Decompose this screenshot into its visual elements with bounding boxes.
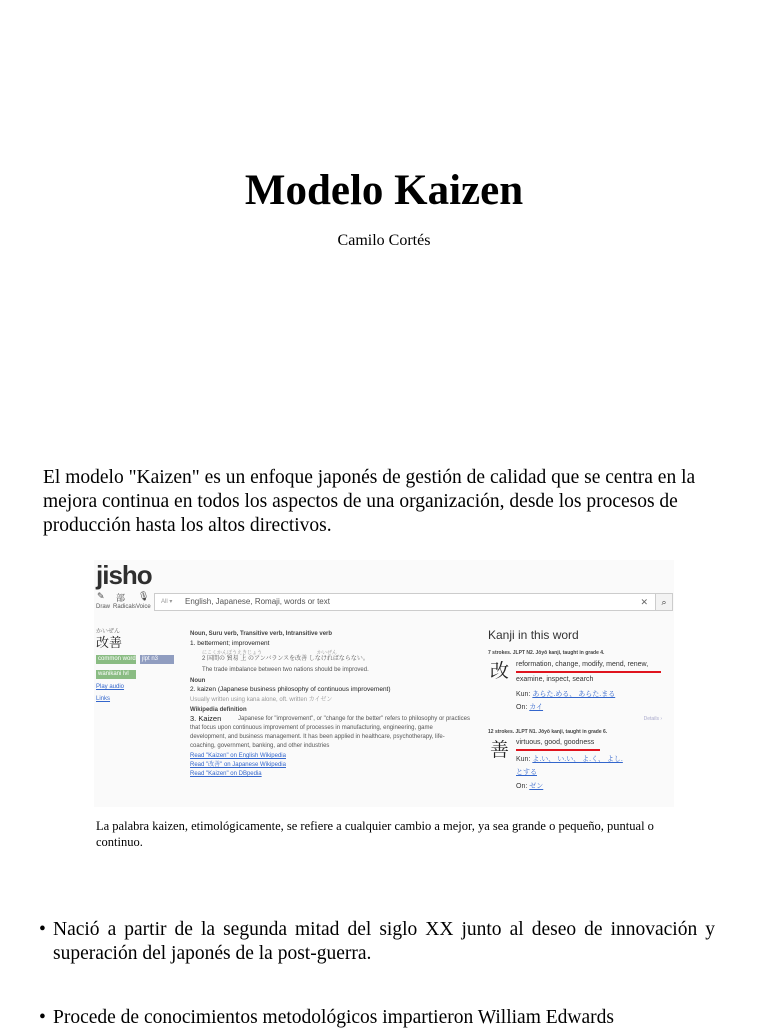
word-furigana: かいぜん: [96, 629, 121, 635]
kanji-2-meta: 12 strokes. JLPT N1. Jōyō kanji, taught in grade 6.: [488, 729, 608, 735]
definition-3-line: Japanese for "improvement", or "change for the better" refers to philosophy or practices: [238, 716, 470, 722]
kanji-1-char[interactable]: 改: [490, 661, 510, 682]
red-underline: [516, 671, 661, 673]
kanji-1-on: On: カイ: [516, 704, 544, 711]
jisho-screenshot: [94, 560, 674, 807]
kanji-1-meaning-2: examine, inspect, search: [516, 676, 594, 683]
pos-label: Noun, Suru verb, Transitive verb, Intransitive verb: [190, 631, 333, 637]
kanji-1-meaning: reformation, change, modify, mend, renew,: [516, 661, 649, 668]
kanji-1-meta: 7 strokes. JLPT N2. Jōyō kanji, taught in grade 4.: [488, 650, 605, 656]
definition-1: 1. betterment; improvement: [190, 640, 270, 647]
play-audio-link[interactable]: Play audio: [96, 684, 125, 690]
voice-label: Voice: [136, 604, 151, 610]
kanji-2-kun-cont: とする: [516, 769, 537, 776]
wanikani-tag: wanikani lvl: [96, 670, 136, 679]
definition-2: 2. kaizen (Japanese business philosophy of continuous improvement): [190, 686, 391, 693]
pencil-icon[interactable]: ✎: [97, 591, 105, 601]
jisho-logo: jisho: [96, 560, 152, 590]
dbpedia-link[interactable]: Read "Kaizen" on DBpedia: [190, 771, 262, 777]
microphone-icon[interactable]: 🎙: [138, 591, 150, 601]
bullet-marker: •: [39, 919, 46, 940]
search-scope[interactable]: All ▾: [161, 599, 173, 605]
kanji-panel-heading: Kanji in this word: [488, 628, 579, 642]
definition-2-note: Usually written using kana alone, oft. written カイゼン: [190, 697, 333, 703]
definition-3-line: that focus upon continuous improvement of processes in manufacturing, engineering, game: [190, 725, 433, 731]
search-input[interactable]: [154, 593, 673, 611]
input-tools: [96, 591, 160, 613]
jlpt-tag: jlpt n3: [140, 655, 174, 664]
definition-3-line: coaching, government, banking, and other industries: [190, 743, 330, 749]
red-underline: [516, 749, 600, 751]
pos-label-wikipedia: Wikipedia definition: [190, 707, 247, 713]
intro-paragraph: El modelo "Kaizen" es un enfoque japonés de gestión de calidad que se centra en la mejora continua en todos los aspectos de una organización, desde los procesos de producción hasta los altos directivos.: [43, 467, 696, 536]
word-kanji: 改善: [96, 635, 123, 650]
bullet-marker: •: [39, 1007, 46, 1028]
radicals-icon[interactable]: 部: [116, 593, 126, 603]
kanji-2-char[interactable]: 善: [490, 740, 510, 761]
bullet-text: Procede de conocimientos metodológicos impartieron William Edwards: [53, 1007, 614, 1028]
kanji-2-kun: Kun: よ.い、 い.い、 よ.く、 よし.: [516, 756, 623, 763]
search-icon[interactable]: ⌕: [655, 594, 672, 610]
wikipedia-en-link[interactable]: Read "Kaizen" on English Wikipedia: [190, 753, 286, 759]
kanji-2-on: On: ゼン: [516, 783, 544, 790]
definition-3-term: 3. Kaizen: [190, 714, 222, 723]
draw-label: Draw: [96, 604, 111, 610]
definition-3-line: development, and business management. It has been applied in healthcare, psychotherapy, life-: [190, 734, 445, 740]
common-word-tag: common word: [98, 656, 136, 662]
kanji-1-kun: Kun: あらた.める、 あらた.まる: [516, 691, 616, 698]
example-japanese: 2 国間の 貿易 上 のアンバランスを改善 しなければならない。: [202, 656, 369, 662]
example-furigana: にこくかんぼうえきじょう かいぜん: [202, 650, 338, 656]
radicals-label: Radicals: [113, 604, 137, 610]
pos-label-noun: Noun: [190, 678, 206, 684]
links-link[interactable]: Links: [96, 696, 111, 702]
image-caption: La palabra kaizen, etimológicamente, se refiere a cualquier cambio a mejor, ya sea grande o pequeño, puntual o continuo.: [96, 819, 654, 849]
bullet-text: Nació a partir de la segunda mitad del siglo XX junto al deseo de innovación y superación del japonés de la post-guerra.: [53, 919, 715, 964]
bullet-item: [39, 1006, 715, 1030]
document-title: Modelo Kaizen: [244, 167, 524, 214]
author-name: Camilo Cortés: [337, 232, 431, 249]
bullet-item: [39, 918, 715, 966]
search-placeholder: English, Japanese, Romaji, words or text: [185, 597, 330, 606]
details-link[interactable]: Details ›: [643, 716, 662, 722]
clear-icon[interactable]: ✕: [640, 597, 648, 607]
kanji-2-meaning: virtuous, good, goodness: [516, 739, 595, 746]
wikipedia-ja-link[interactable]: Read "改善" on Japanese Wikipedia: [190, 762, 286, 768]
example-english: The trade imbalance between two nations should be improved.: [202, 667, 369, 673]
